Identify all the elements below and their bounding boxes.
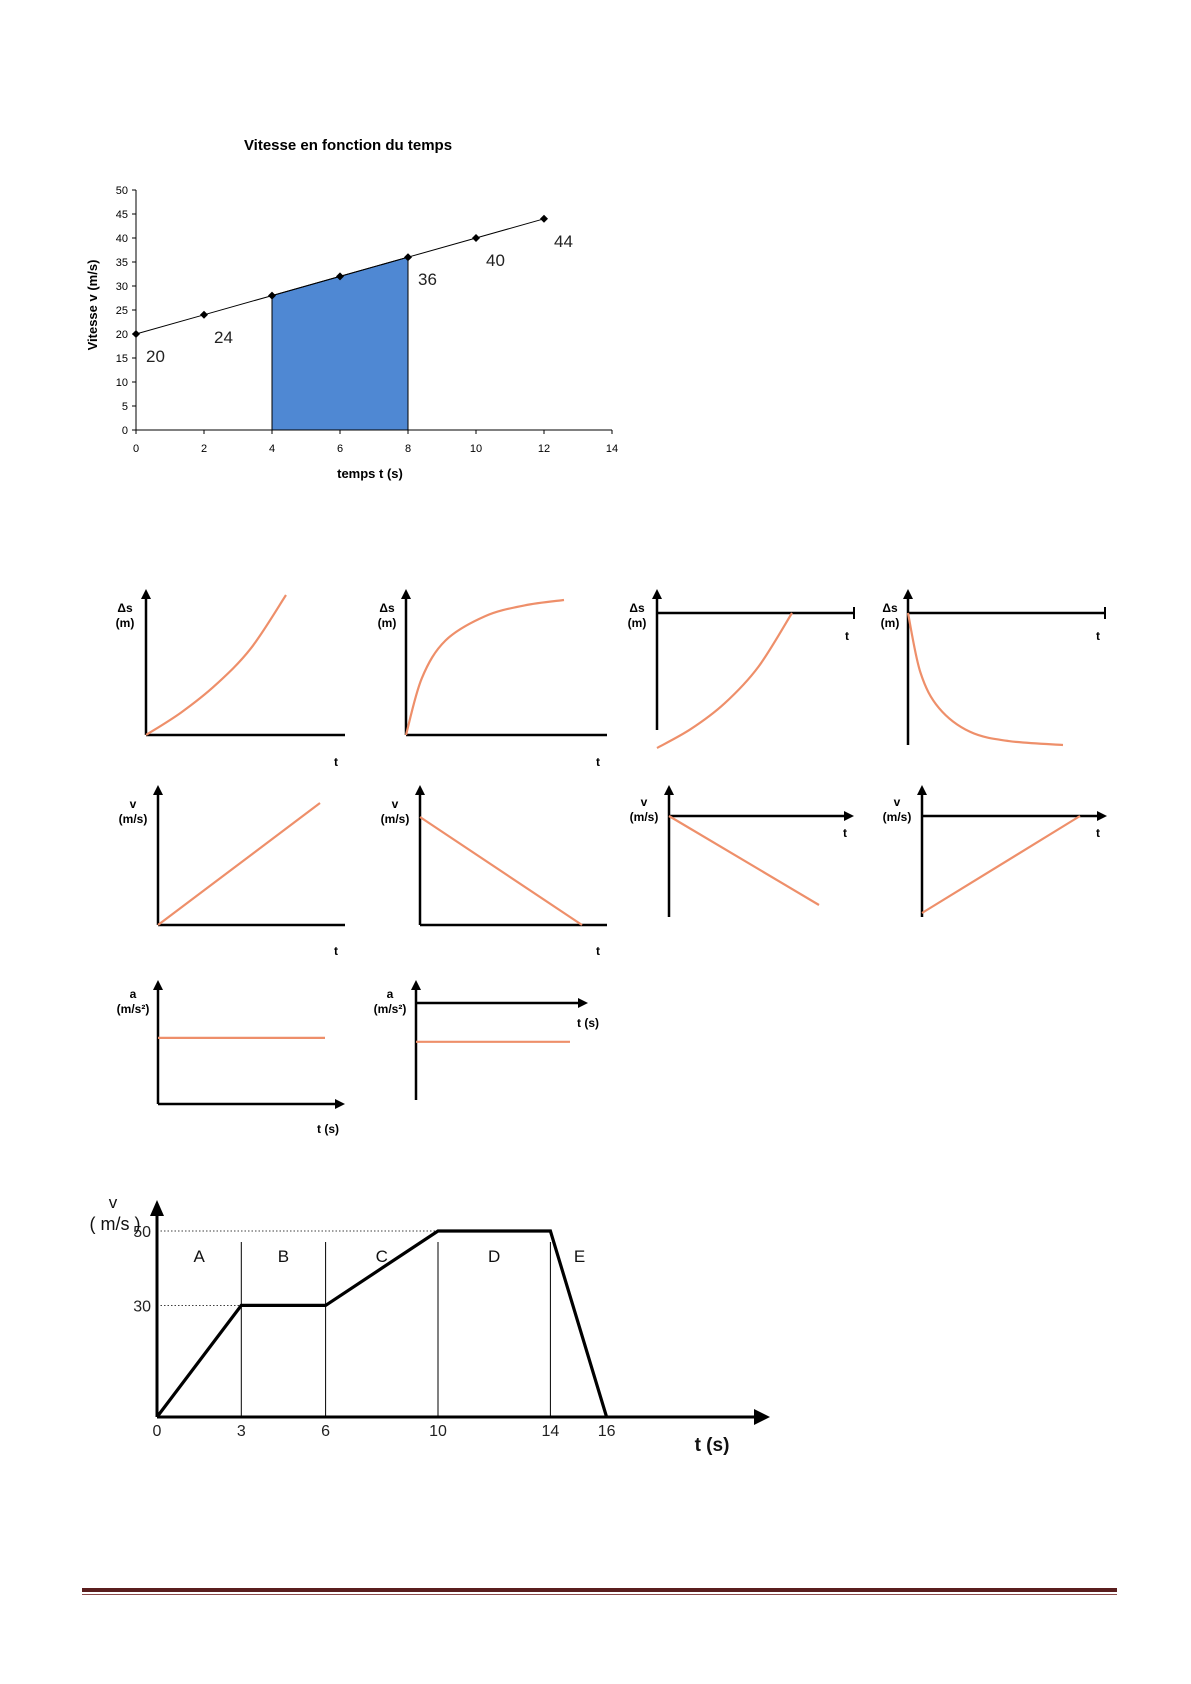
y-label-unit: (m)	[377, 616, 397, 630]
y-label-unit: (m/s²)	[116, 1002, 150, 1016]
y-label-symbol: Δs	[629, 601, 645, 615]
x-label: t	[1096, 826, 1100, 840]
y-label-symbol: Δs	[117, 601, 133, 615]
footer-rule-thin	[82, 1594, 1117, 1595]
ds-graph-4	[875, 585, 1120, 770]
data-label: 24	[214, 327, 233, 347]
data-point	[132, 330, 140, 338]
x-tick-label: 0	[132, 443, 140, 455]
x-tick-label: 3	[236, 1423, 246, 1440]
y-label-unit: (m/s²)	[373, 1002, 407, 1016]
arrow-head	[578, 998, 588, 1008]
arrow-head	[335, 1099, 345, 1109]
ds-graph-2	[372, 585, 612, 770]
shaded-area	[272, 257, 408, 430]
x-label: t (s)	[577, 1016, 599, 1030]
segment-label: E	[573, 1247, 586, 1266]
y-axis-label: Vitesse v (m/s)	[85, 259, 100, 351]
y-tick-label: 15	[115, 353, 128, 365]
y-label-symbol: v	[640, 795, 648, 809]
graph-curve	[908, 613, 1063, 745]
segmented-velocity-chart	[0, 1190, 1191, 1480]
y-tick-label: 20	[115, 329, 128, 341]
graph-curve	[158, 803, 320, 925]
arrow-head	[917, 785, 927, 795]
arrow-head	[664, 785, 674, 795]
x-tick-label: 10	[469, 443, 483, 455]
x-label: t	[596, 755, 600, 769]
x-axis-label: temps t (s)	[337, 466, 403, 481]
data-label: 40	[486, 251, 505, 270]
x-tick-label: 14	[541, 1423, 560, 1440]
chart-title: Vitesse en fonction du temps	[243, 137, 453, 154]
data-point	[472, 234, 480, 242]
x-tick-label: 4	[268, 443, 276, 455]
ds-graph-1	[110, 585, 350, 770]
x-label: t	[843, 826, 847, 840]
arrow-head	[844, 811, 854, 821]
arrow-head	[141, 589, 151, 599]
y-label-symbol: Δs	[882, 601, 898, 615]
x-label: t	[845, 629, 849, 643]
y-label-unit: (m)	[115, 616, 135, 630]
footer-rule	[82, 1588, 1117, 1592]
y-tick-label: 5	[121, 401, 128, 413]
y-tick-label: 50	[133, 1224, 151, 1241]
data-point	[200, 311, 208, 319]
v-graph-2	[372, 785, 612, 965]
x-tick-label: 14	[605, 443, 619, 455]
arrow-head	[1097, 811, 1107, 821]
a-graph-1	[110, 980, 350, 1145]
y-tick-label: 40	[115, 233, 128, 245]
v-graph-4	[875, 785, 1120, 930]
y-tick-label: 45	[115, 209, 128, 221]
x-tick-label: 6	[321, 1423, 331, 1440]
data-label: 36	[418, 270, 437, 290]
segment-label: A	[193, 1247, 205, 1266]
x-label: t	[334, 944, 338, 958]
arrow-head	[153, 785, 163, 795]
x-label: t	[596, 944, 600, 958]
y-label-symbol: v	[893, 795, 901, 809]
x-axis-arrow	[754, 1409, 770, 1425]
arrow-head	[411, 980, 421, 990]
x-tick-label: 2	[200, 443, 208, 455]
y-label-unit: (m)	[880, 616, 900, 630]
y-label-symbol: Δs	[379, 601, 395, 615]
x-label: t (s)	[317, 1122, 339, 1136]
data-label: 44	[554, 231, 573, 251]
a-graph-2	[372, 980, 612, 1110]
arrow-head	[415, 785, 425, 795]
arrow-head	[401, 589, 411, 599]
segment-label: D	[488, 1247, 501, 1266]
y-axis-arrow	[150, 1200, 164, 1216]
arrow-head	[652, 589, 662, 599]
segment-label: C	[375, 1247, 388, 1266]
x-tick-label: 6	[336, 443, 344, 455]
y-label-unit: (m/s)	[882, 810, 912, 824]
y-tick-label: 35	[115, 257, 128, 269]
y-label-unit: (m)	[627, 616, 647, 630]
data-label: 20	[146, 347, 165, 366]
graph-curve	[657, 613, 792, 748]
y-tick-label: 10	[115, 377, 128, 389]
y-tick-label: 50	[115, 185, 128, 197]
velocity-time-chart	[0, 0, 1191, 500]
x-tick-label: 12	[537, 443, 551, 455]
graph-curve	[146, 595, 286, 735]
x-label: t	[334, 755, 338, 769]
y-tick-label: 30	[133, 1298, 151, 1316]
ds-graph-3	[622, 585, 867, 770]
graph-curve	[669, 816, 819, 905]
v-graph-1	[110, 785, 350, 965]
y-label-unit: ( m/s )	[89, 1214, 141, 1234]
y-tick-label: 25	[115, 305, 128, 317]
x-tick-label: 16	[597, 1423, 616, 1440]
y-label-unit: (m/s)	[629, 810, 659, 824]
x-label: t	[1096, 629, 1100, 643]
y-tick-label: 0	[121, 425, 128, 437]
x-tick-label: 0	[152, 1423, 162, 1440]
x-tick-label: 8	[404, 443, 412, 455]
graph-curve	[922, 816, 1080, 913]
y-label-symbol: a	[386, 987, 394, 1001]
v-graph-3	[622, 785, 867, 930]
y-tick-label: 30	[115, 281, 128, 293]
y-label-unit: (m/s)	[380, 812, 410, 826]
graph-curve	[406, 600, 564, 735]
segment-label: B	[277, 1247, 290, 1266]
x-axis-label: t (s)	[694, 1435, 730, 1456]
y-label-symbol: v	[108, 1193, 118, 1212]
y-label-symbol: v	[129, 797, 137, 811]
arrow-head	[903, 589, 913, 599]
data-point	[540, 215, 548, 223]
graph-curve	[420, 817, 582, 925]
arrow-head	[153, 980, 163, 990]
y-label-unit: (m/s)	[118, 812, 148, 826]
y-label-symbol: a	[129, 987, 137, 1001]
x-tick-label: 10	[429, 1423, 447, 1440]
y-label-symbol: v	[391, 797, 399, 811]
